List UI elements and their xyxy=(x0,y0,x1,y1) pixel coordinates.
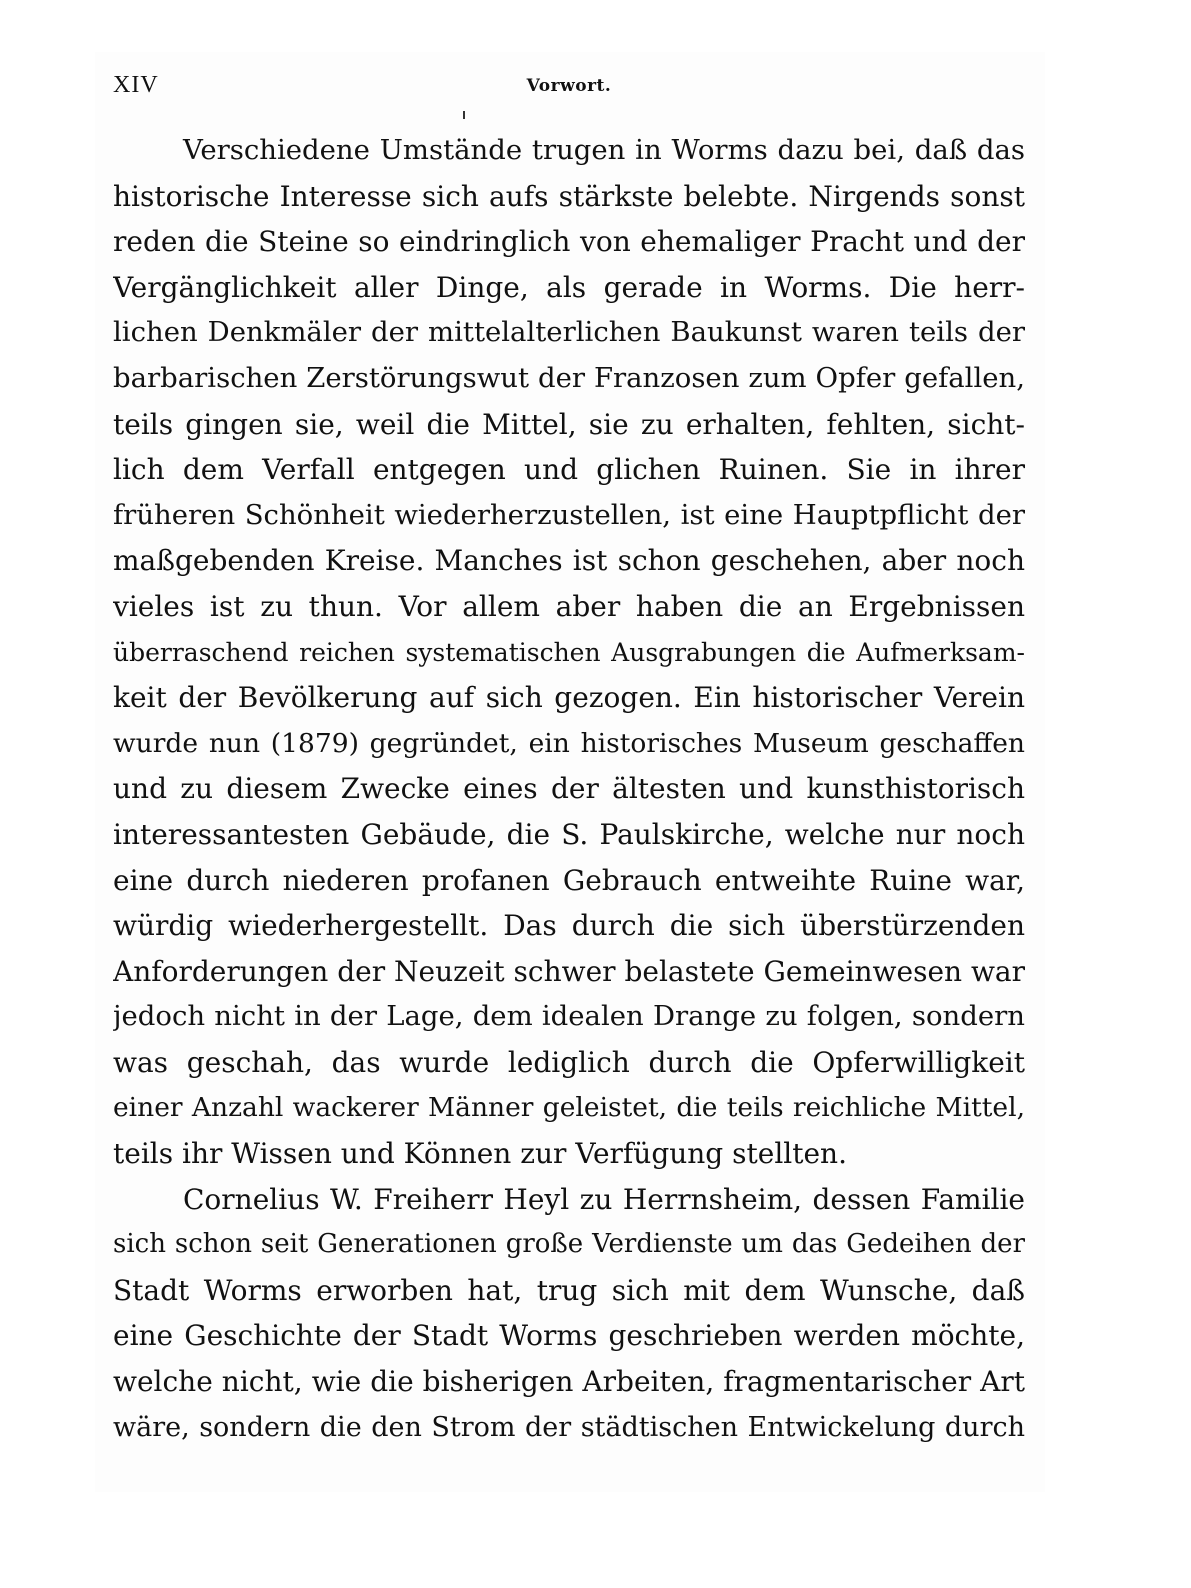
printing-mark xyxy=(463,111,465,119)
text-line: teils gingen sie, weil die Mittel, sie zu erhalten, fehlten, sicht- xyxy=(113,407,1025,441)
text-line: eine Geschichte der Stadt Worms geschrieben werden möchte, xyxy=(113,1319,1025,1353)
text-line: früheren Schönheit wiederherzustellen, ist eine Hauptpflicht der xyxy=(113,498,1025,531)
paragraph xyxy=(113,128,1025,1177)
text-line: jedoch nicht in der Lage, dem idealen Drange zu folgen, sondern xyxy=(113,1000,1025,1033)
text-line: keit der Bevölkerung auf sich gezogen. Ein historischer Verein xyxy=(113,681,1025,715)
page-number: XIV xyxy=(113,72,159,98)
text-line: Cornelius W. Freiherr Heyl zu Herrnsheim, dessen Familie xyxy=(183,1182,1025,1216)
text-line: lichen Denkmäler der mittelalterlichen Baukunst waren teils der xyxy=(113,316,1025,349)
text-line: würdig wiederhergestellt. Das durch die sich überstürzenden xyxy=(113,909,1025,943)
text-line: Verschiedene Umstände trugen in Worms dazu bei, daß das xyxy=(183,134,1025,166)
text-line: interessantesten Gebäude, die S. Paulskirche, welche nur noch xyxy=(113,817,1025,851)
text-line: einer Anzahl wackerer Männer geleistet, die teils reichliche Mittel, xyxy=(113,1092,1025,1124)
body-text xyxy=(113,128,1025,1450)
text-line: wurde nun (1879) gegründet, ein historisches Museum geschaffen xyxy=(113,727,1025,759)
text-line: Stadt Worms erworben hat, trug sich mit dem Wunsche, daß xyxy=(113,1273,1025,1307)
text-line: sich schon seit Generationen große Verdienste um das Gedeihen der xyxy=(113,1229,1025,1260)
text-line: was geschah, das wurde lediglich durch die Opferwilligkeit xyxy=(113,1045,1025,1079)
running-head: Vorwort. xyxy=(526,76,612,96)
text-line: Anforderungen der Neuzeit schwer belastete Gemeinwesen war xyxy=(113,954,1025,988)
text-line: welche nicht, wie die bisherigen Arbeiten, fragmentarischer Art xyxy=(113,1365,1025,1399)
text-line: wäre, sondern die den Strom der städtischen Entwickelung durch xyxy=(113,1411,1025,1443)
text-line: vieles ist zu thun. Vor allem aber haben die an Ergebnissen xyxy=(113,589,1025,623)
text-line: eine durch niederen profanen Gebrauch entweihte Ruine war, xyxy=(113,863,1025,897)
text-line: Vergänglichkeit aller Dinge, als gerade in Worms. Die herr- xyxy=(113,270,1025,304)
page-header xyxy=(113,72,1025,108)
paragraph xyxy=(113,1177,1025,1451)
text-line: teils ihr Wissen und Können zur Verfügung stellten. xyxy=(113,1137,847,1171)
text-line: barbarischen Zerstörungswut der Franzosen zum Opfer gefallen, xyxy=(113,361,1025,394)
text-line: überraschend reichen systematischen Ausgrabungen die Aufmerksam- xyxy=(113,637,1025,667)
text-line: historische Interesse sich aufs stärkste belebte. Nirgends sonst xyxy=(113,179,1025,213)
text-line: maßgebenden Kreise. Manches ist schon geschehen, aber noch xyxy=(113,544,1025,578)
text-line: reden die Steine so eindringlich von ehemaliger Pracht und der xyxy=(113,225,1025,259)
text-line: lich dem Verfall entgegen und glichen Ruinen. Sie in ihrer xyxy=(113,453,1025,487)
text-line: und zu diesem Zwecke eines der ältesten und kunsthistorisch xyxy=(113,772,1025,806)
